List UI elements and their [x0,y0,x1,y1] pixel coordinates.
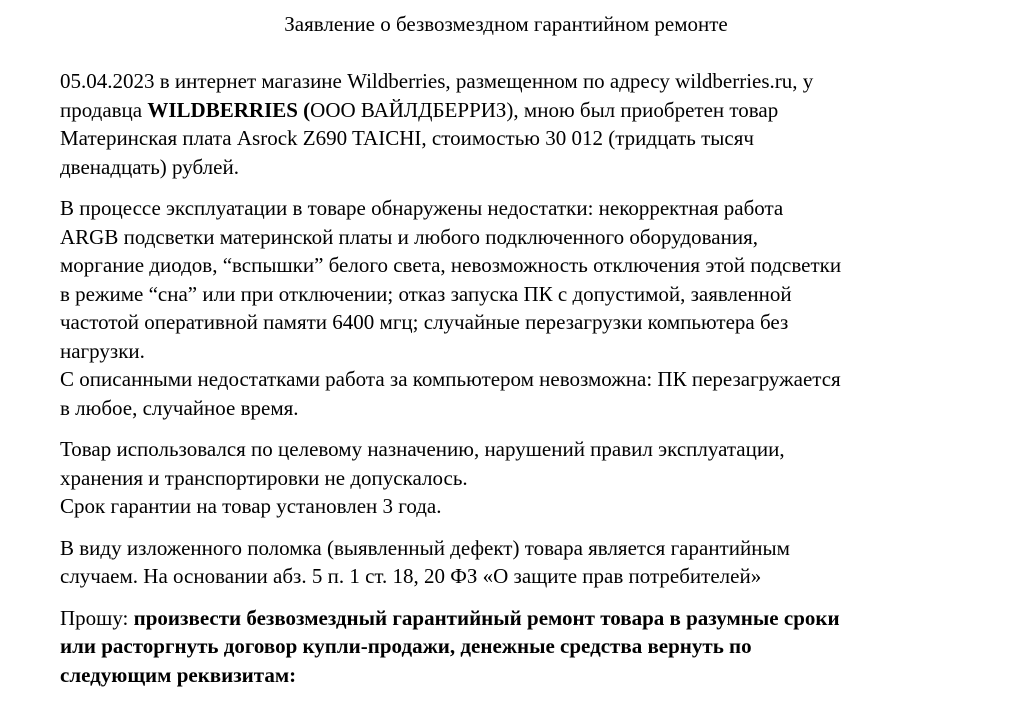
text-line: хранения и транспортировки не допускалось. [60,465,468,490]
paragraph-purchase [60,67,962,181]
text-fragment: ООО ВАЙЛДБЕРРИЗ), мною был приобретен товар [310,97,779,122]
request-text: произвести безвозмездный гарантийный ремонт товара в разумные сроки [133,605,840,630]
text-fragment: Прошу: [60,605,134,630]
text-fragment: продавца [60,97,148,122]
text-line: случаем. На основании абз. 5 п. 1 ст. 18, 20 ФЗ «О защите прав потребителей» [60,564,762,588]
text-line: В виду изложенного поломка (выявленный дефект) товара является гарантийным [60,535,790,560]
text-line: в режиме “сна” или при отключении; отказ запуска ПК с допустимой, заявленной [60,281,792,306]
text-line: 05.04.2023 в интернет магазине Wildberries, размещенном по адресу wildberries.ru, у [60,69,814,93]
paragraph-legal-basis [60,534,962,591]
text-line [60,96,962,125]
text-line: С описанными недостатками работа за компьютером невозможна: ПК перезагружается [60,367,841,391]
text-line: в любое, случайное время. [60,395,299,420]
paragraph-defects [60,194,962,422]
text-line: В процессе эксплуатации в товаре обнаружены недостатки: некорректная работа [60,196,784,220]
paragraph-request [60,604,962,690]
text-line: Товар использовался по целевому назначению, нарушений правил эксплуатации, [60,437,785,461]
text-line: частотой оперативной памяти 6400 мгц; случайные перезагрузки компьютера без [60,310,789,334]
text-line: ARGB подсветки материнской платы и любого подключенного оборудования, [60,224,758,249]
text-line: Срок гарантии на товар установлен 3 года. [60,494,442,518]
text-line [60,604,962,633]
request-text: следующим реквизитам: [60,662,297,687]
text-line [60,661,962,690]
paragraph-usage [60,435,962,521]
text-line: Материнская плата Asrock Z690 TAICHI, стоимостью 30 012 (тридцать тысяч [60,126,754,150]
text-line: двенадцать) рублей. [60,154,239,179]
text-line: моргание диодов, “вспышки” белого света, невозможность отключения этой подсветки [60,253,842,277]
seller-name: WILDBERRIES ( [147,97,311,122]
text-line [60,632,962,661]
request-text: или расторгнуть договор купли-продажи, денежные средства вернуть по [60,634,752,658]
text-line: нагрузки. [60,338,145,363]
document-title: Заявление о безвозмездном гарантийном ремонте [284,12,728,36]
